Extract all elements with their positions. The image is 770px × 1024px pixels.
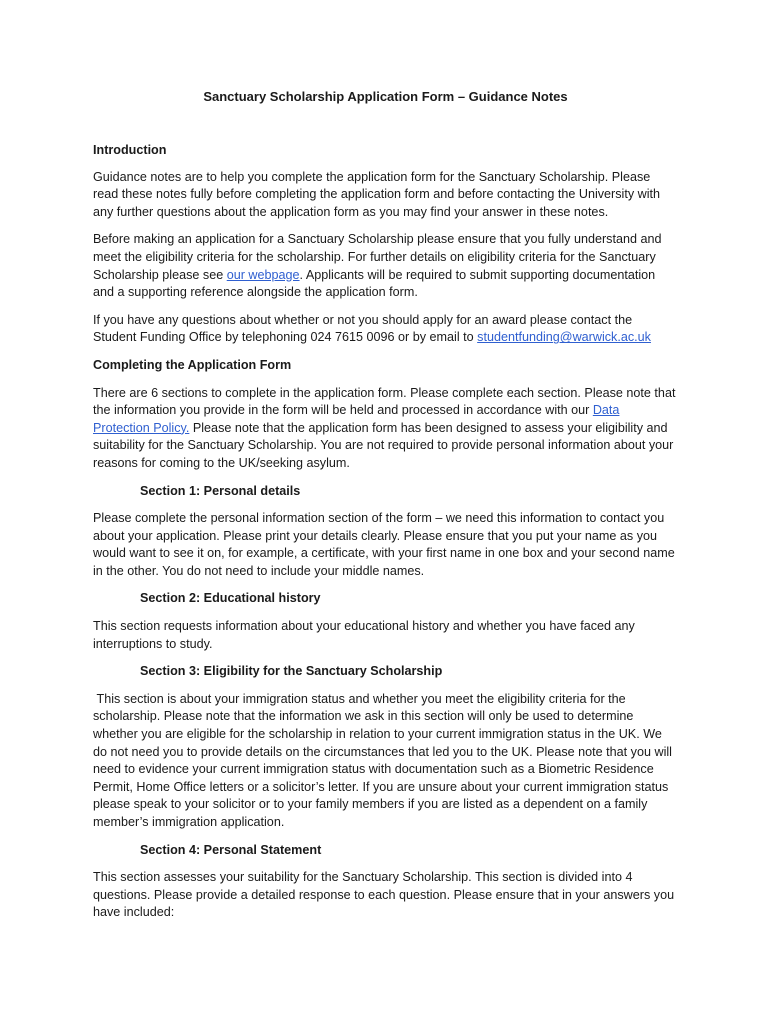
section-3-heading: Section 3: Eligibility for the Sanctuary Scholarship [140,664,443,679]
introduction-paragraph-1: Guidance notes are to help you complete the application form for the Sanctuary Scholarship. Please read these notes fully before completing the application form and before contacting the University with any further questions about the application form as you may find your answer in these notes. [93,169,661,219]
document-title: Sanctuary Scholarship Application Form – Guidance Notes [203,89,568,104]
section-3-text: This section is about your immigration status and whether you meet the eligibility criteria for the scholarship. Please note that the information we ask in this section will only be used to determine whether you are eligible for the scholarship in relation to your current immigration status in the UK. We do not need you to provide details on the circumstances that led you to the UK. Please note that you will need to evidence your current immigration status with documentation such as a Biometric Residence Permit, Home Office letters or a solicitor’s letter. If you are unsure about your current immigration status please speak to your solicitor or to your family members if you are listed as a dependent on a family member’s immigration application. [93,691,672,829]
data-protection-policy-link[interactable]: Data Protection Policy. [93,403,620,435]
student-funding-email-link[interactable]: studentfunding@warwick.ac.uk [477,330,651,345]
our-webpage-link[interactable]: our webpage [226,267,300,282]
introduction-paragraph-3-text: If you have any questions about whether or not you should apply for an award please contact the Student Funding Office by telephoning 024 7615 0096 or by email to [93,312,633,345]
section-1-heading: Section 1: Personal details [140,483,301,498]
introduction-paragraph-2-text-a: Before making an application for a Sanctuary Scholarship please ensure that you fully understand and meet the eligibility criteria for the scholarship. For further details on eligibility criteria for the Sanctuary Scholarship please see [93,232,662,282]
section-4-text: This section assesses your suitability for the Sanctuary Scholarship. This section is divided into 4 questions. Please provide a detailed response to each question. Please ensure that in your answers you have included: [93,870,675,920]
section-4-heading: Section 4: Personal Statement [140,842,322,857]
section-2-heading: Section 2: Educational history [140,591,321,606]
introduction-heading: Introduction [93,143,167,157]
introduction-paragraph-2 [93,231,678,301]
completing-form-text-b: Please note that the application form has been designed to assess your eligibility and suitability for the Sanctuary Scholarship. You are not required to provide personal information about your reasons for coming to the UK/seeking asylum. [93,420,674,470]
completing-form-text-a: There are 6 sections to complete in the application form. Please complete each section. Please note that the information you provide in the form will be held and processed in accordance with our [93,385,676,418]
introduction-paragraph-3 [93,312,678,347]
section-2-text: This section requests information about your educational history and whether you have faced any interruptions to study. [93,619,635,651]
completing-form-heading: Completing the Application Form [93,357,292,372]
introduction-paragraph-2-text-b: . Applicants will be required to submit supporting documentation and a supporting reference alongside the application form. [93,267,656,300]
completing-form-paragraph [93,385,678,473]
section-1-text: Please complete the personal information section of the form – we need this information to contact you about your application. Please print your details clearly. Please ensure that you put your name as you would want to see it on, for example, a certificate, with your first name in one box and your second name in the other. You do not need to include your middle names. [93,511,675,578]
